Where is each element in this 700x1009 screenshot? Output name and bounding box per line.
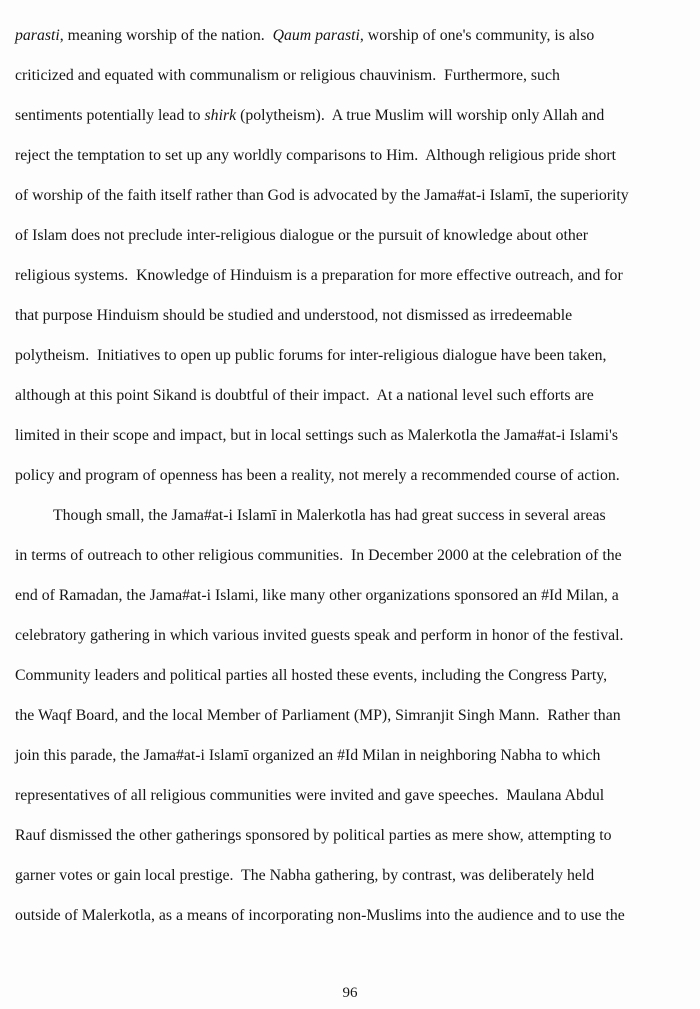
text-line: [15, 896, 687, 936]
text-line: [15, 696, 687, 736]
italic-text-segment: shirk: [204, 107, 237, 124]
text-line: [15, 456, 687, 496]
text-segment: of worship of the faith itself rather than God is advocated by the Jama#at-i Islamī, the superiority: [15, 187, 629, 204]
text-line: [15, 176, 687, 216]
text-line: [15, 496, 687, 536]
text-segment: in terms of outreach to other religious communities. In December 2000 at the celebration of the: [15, 547, 622, 564]
text-segment: sentiments potentially lead to: [15, 107, 205, 124]
text-line: [15, 816, 687, 856]
text-line: [15, 576, 687, 616]
text-body: [15, 16, 687, 936]
text-line: [15, 616, 687, 656]
text-segment: criticized and equated with communalism or religious chauvinism. Furthermore, such: [15, 67, 560, 84]
text-segment: garner votes or gain local prestige. The Nabha gathering, by contrast, was deliberately held: [15, 867, 595, 884]
text-segment: although at this point Sikand is doubtful of their impact. At a national level such efforts are: [15, 387, 594, 404]
text-line: [15, 136, 687, 176]
text-line: [15, 296, 687, 336]
italic-text-segment: Qaum parasti: [272, 27, 360, 44]
text-line: [15, 736, 687, 776]
text-segment: celebratory gathering in which various invited guests speak and perform in honor of the festival.: [15, 627, 624, 644]
text-segment: reject the temptation to set up any worldly comparisons to Him. Although religious pride short: [15, 147, 617, 164]
text-segment: , meaning worship of the nation.: [59, 27, 273, 44]
text-line: [15, 96, 687, 136]
text-segment: religious systems. Knowledge of Hinduism is a preparation for more effective outreach, and for: [15, 267, 623, 284]
text-segment: outside of Malerkotla, as a means of incorporating non-Muslims into the audience and to use the: [15, 907, 625, 924]
text-line: [15, 336, 687, 376]
text-line: [15, 376, 687, 416]
text-segment: polytheism. Initiatives to open up public forums for inter-religious dialogue have been taken,: [15, 347, 607, 364]
text-line: [15, 16, 687, 56]
italic-text-segment: parasti: [15, 27, 60, 44]
text-segment: Though small, the Jama#at-i Islamī in Malerkotla has had great success in several areas: [53, 507, 606, 524]
text-line: [15, 856, 687, 896]
text-segment: representatives of all religious communities were invited and gave speeches. Maulana Abdul: [15, 787, 605, 804]
text-line: [15, 56, 687, 96]
text-line: [15, 776, 687, 816]
text-segment: limited in their scope and impact, but in local settings such as Malerkotla the Jama#at-i Islami's: [15, 427, 618, 444]
text-line: [15, 416, 687, 456]
text-segment: of Islam does not preclude inter-religious dialogue or the pursuit of knowledge about other: [15, 227, 589, 244]
text-line: [15, 216, 687, 256]
text-line: [15, 656, 687, 696]
text-segment: Community leaders and political parties all hosted these events, including the Congress Party,: [15, 667, 608, 684]
text-line: [15, 256, 687, 296]
text-segment: , worship of one's community, is also: [359, 27, 595, 44]
text-segment: join this parade, the Jama#at-i Islamī organized an #Id Milan in neighboring Nabha to which: [15, 747, 601, 764]
text-line: [15, 536, 687, 576]
page-number: 96: [342, 985, 358, 1001]
text-segment: Rauf dismissed the other gatherings sponsored by political parties as mere show, attempting to: [15, 827, 612, 844]
text-segment: (polytheism). A true Muslim will worship only Allah and: [236, 107, 605, 124]
text-segment: that purpose Hinduism should be studied and understood, not dismissed as irredeemable: [15, 307, 573, 324]
text-segment: the Waqf Board, and the local Member of Parliament (MP), Simranjit Singh Mann. Rather than: [15, 707, 621, 724]
text-segment: end of Ramadan, the Jama#at-i Islami, like many other organizations sponsored an #Id Milan, a: [15, 587, 619, 604]
text-segment: policy and program of openness has been a reality, not merely a recommended course of action.: [15, 467, 620, 484]
